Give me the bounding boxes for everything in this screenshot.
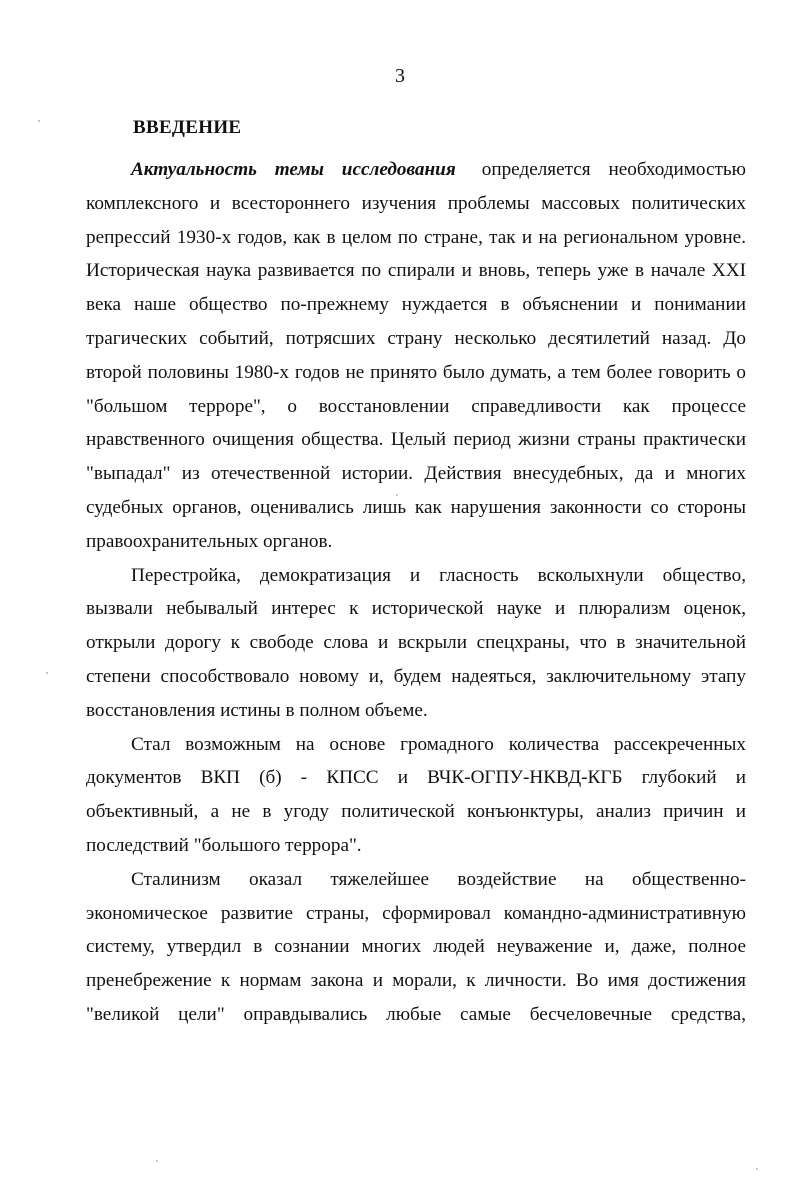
scan-speck	[156, 1160, 158, 1162]
paragraph-relevance	[86, 153, 746, 559]
scan-speck	[46, 672, 48, 674]
relevance-text: определяется необходимостью комплексного и всестороннего изучения проблемы массовых политических репрессий 1930-х годов, как в целом по стране, так и на региональном уровне. Историческая наука развивается по спирали и вновь, теперь уже в начале XXI века наше общество по-прежнему нуждается в объяснении и понимании трагических событий, потрясших страну несколько десятилетий назад. До второй половины 1980-х годов не принято было думать, а тем более говорить о "большом терроре", о восстановлении справедливости как процессе нравственного очищения общества. Целый период жизни страны практически "выпадал" из отечественной истории. Действия внесудебных, да и многих судебных органов, оценивались лишь как нарушения законности со стороны правоохранительных органов.	[86, 159, 746, 552]
scan-speck	[756, 1168, 758, 1170]
scan-speck	[396, 494, 398, 496]
paragraph-declassified-documents: Стал возможным на основе громадного количества рассекреченных документов ВКП (б) - КПСС и ВЧК-ОГПУ-НКВД-КГБ глубокий и объективный, а не в угоду политической конъюнктуры, анализ причин и последствий "большого террора".	[86, 733, 746, 856]
scan-speck	[38, 120, 40, 122]
body-text	[86, 153, 746, 1032]
paragraph-stalinism: Сталинизм оказал тяжелейшее воздействие на общественно-экономическое развитие страны, сформировал командно-административную систему, утвердил в сознании многих людей неуважение и, даже, полное пренебрежение к нормам закона и морали, к личности. Во имя достижения "великой цели" оправдывались любые самые бесчеловечные средства,	[86, 868, 746, 1025]
section-heading: ВВЕДЕНИЕ	[133, 117, 242, 138]
page-number: 3	[395, 65, 405, 87]
relevance-lead-phrase: Актуальность темы исследования	[131, 159, 456, 180]
paragraph-perestroika: Перестройка, демократизация и гласность всколыхнули общество, вызвали небывалый интерес к исторической науке и плюрализм оценок, открыли дорогу к свободе слова и вскрыли спецхраны, что в значительной степени способствовало новому и, будем надеяться, заключительному этапу восстановления истины в полном объеме.	[86, 564, 746, 721]
